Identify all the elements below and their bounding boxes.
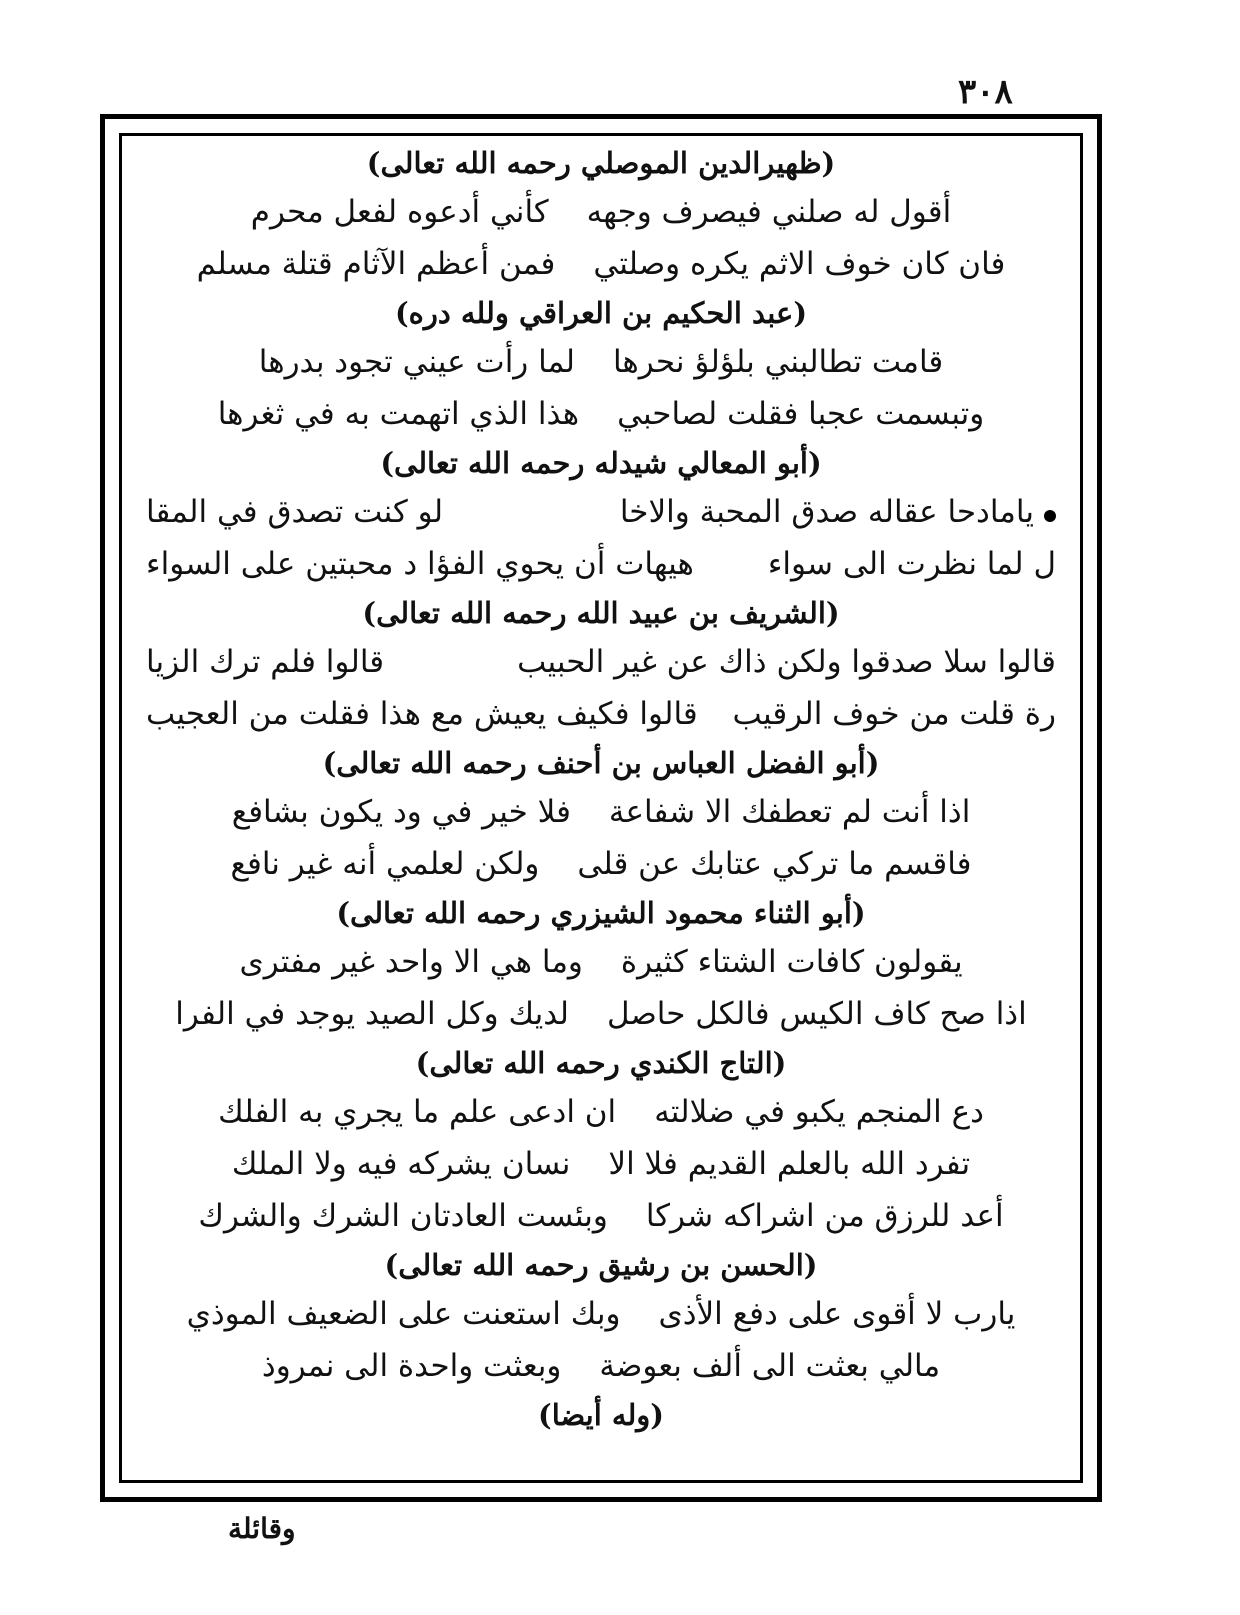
first-hemistich: اذا صح كاف الكيس فالكل حاصل: [606, 996, 1027, 1032]
first-hemistich: ل لما نظرت الى سواء: [767, 546, 1056, 582]
verse: [140, 936, 1062, 988]
first-hemistich: قالوا سلا صدقوا ولكن ذاك عن غير الحبيب: [517, 644, 1056, 680]
first-hemistich: أعد للرزق من اشراكه شركا: [645, 1198, 1004, 1234]
second-hemistich: لما رأت عيني تجود بدرها: [258, 344, 575, 380]
first-hemistich: اذا أنت لم تعطفك الا شفاعة: [608, 794, 971, 830]
first-hemistich: فان كان خوف الاثم يكره وصلتي: [593, 246, 1006, 282]
second-hemistich: وبئست العادتان الشرك والشرك: [198, 1198, 608, 1234]
poet-heading: (أبو الثناء محمود الشيزري رحمه الله تعالى): [336, 896, 866, 930]
verse: [140, 838, 1062, 890]
verse: [140, 988, 1062, 1040]
first-hemistich: [620, 486, 1056, 538]
verse: [140, 1138, 1062, 1190]
second-hemistich: وما هي الا واحد غير مفترى: [239, 944, 583, 980]
first-hemistich: يقولون كافات الشتاء كثيرة: [620, 944, 963, 980]
first-hemistich: دع المنجم يكبو في ضلالته: [654, 1094, 984, 1130]
second-hemistich: وبك استعنت على الضعيف الموذي: [186, 1296, 621, 1332]
verse: [140, 186, 1062, 238]
verse: [140, 636, 1062, 688]
poet-heading: (أبو الفضل العباس بن أحنف رحمه الله تعالى): [322, 746, 880, 780]
second-hemistich: فلا خير في ود يكون بشافع: [231, 794, 571, 830]
first-hemistich: فاقسم ما تركي عتابك عن قلى: [577, 846, 972, 882]
poet-heading: (الشريف بن عبيد الله رحمه الله تعالى): [362, 596, 840, 630]
first-hemistich: قامت تطالبني بلؤلؤ نحرها: [612, 344, 944, 380]
second-hemistich: لو كنت تصدق في المقا: [146, 494, 444, 530]
catchword: وقائلة: [228, 1512, 296, 1545]
poet-heading: (عبد الحكيم بن العراقي ولله دره): [394, 296, 808, 330]
poet-heading: (التاج الكندي رحمه الله تعالى): [415, 1046, 787, 1080]
second-hemistich: ان ادعى علم ما يجري به الفلك: [218, 1094, 617, 1130]
verse: [140, 336, 1062, 388]
verse: [140, 1086, 1062, 1138]
second-hemistich: قالوا فكيف يعيش مع هذا فقلت من العجيب: [146, 696, 698, 732]
verse: [140, 1340, 1062, 1392]
first-hemistich: يارب لا أقوى على دفع الأذى: [658, 1296, 1016, 1332]
first-hemistich: تفرد الله بالعلم القديم فلا الا: [608, 1146, 971, 1182]
first-hemistich: أقول له صلني فيصرف وجهه: [586, 194, 952, 230]
second-hemistich: وبعثت واحدة الى نمروذ: [261, 1348, 562, 1384]
verse: [140, 786, 1062, 838]
page-number: ٣٠٨: [958, 72, 1013, 112]
poet-heading: (أبو المعالي شيدله رحمه الله تعالى): [380, 446, 822, 480]
poet-heading: (ظهيرالدين الموصلي رحمه الله تعالى): [366, 146, 836, 180]
second-hemistich: هذا الذي اتهمت به في ثغرها: [217, 396, 580, 432]
second-hemistich: نسان يشركه فيه ولا الملك: [231, 1146, 571, 1182]
verse: [140, 688, 1062, 740]
first-hemistich: رة قلت من خوف الرقيب: [732, 696, 1056, 732]
verse: [140, 486, 1062, 538]
second-hemistich: ولكن لعلمي أنه غير نافع: [230, 846, 540, 882]
verse: [140, 388, 1062, 440]
first-hemistich: مالي بعثت الى ألف بعوضة: [599, 1348, 941, 1384]
verse-marker-dot: [1044, 510, 1056, 522]
second-hemistich: لديك وكل الصيد يوجد في الفرا: [175, 996, 569, 1032]
second-hemistich: فمن أعظم الآثام قتلة مسلم: [196, 246, 556, 282]
second-hemistich: هيهات أن يحوي الفؤا د محبتين على السواء: [146, 546, 694, 582]
poet-heading: (وله أيضا): [537, 1398, 665, 1432]
verse: [140, 238, 1062, 290]
second-hemistich: قالوا فلم ترك الزيا: [146, 644, 385, 680]
poem-content: [140, 140, 1062, 1438]
first-hemistich-text: يامادحا عقاله صدق المحبة والاخا: [619, 494, 1034, 530]
verse: [140, 1190, 1062, 1242]
first-hemistich: وتبسمت عجبا فقلت لصاحبي: [617, 396, 985, 432]
verse: [140, 1288, 1062, 1340]
second-hemistich: كأني أدعوه لفعل محرم: [250, 194, 549, 230]
verse: [140, 538, 1062, 590]
poet-heading: (الحسن بن رشيق رحمه الله تعالى): [384, 1248, 818, 1282]
